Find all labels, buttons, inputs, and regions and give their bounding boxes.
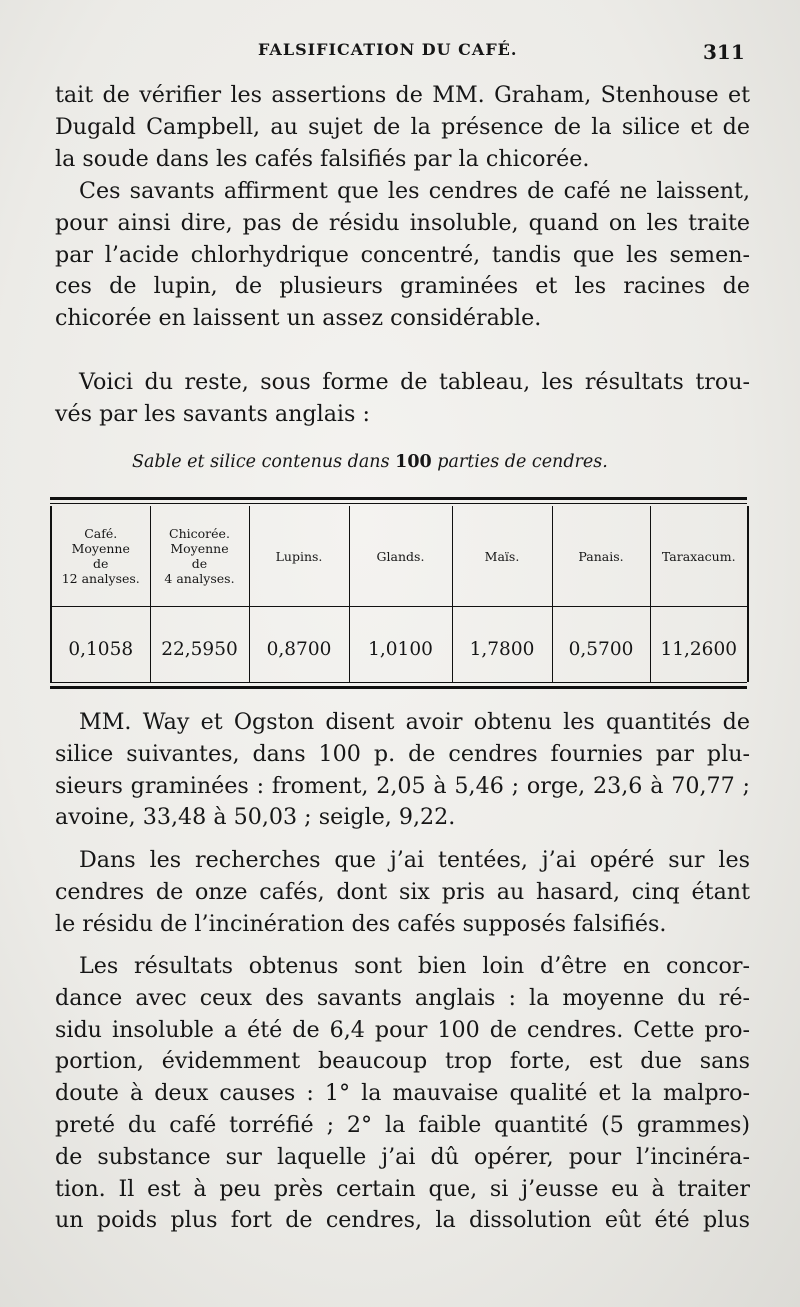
text-line: tait de vérifier les assertions de MM. Graham, Stenhouse et bbox=[55, 82, 750, 108]
text-line: le résidu de l’incinération des cafés supposés falsifiés. bbox=[55, 910, 667, 937]
text-line: chicorée en laissent un assez considérable. bbox=[55, 305, 542, 332]
column-header-taraxacum: Taraxacum. bbox=[650, 506, 748, 607]
text-line: Dans les recherches que j’ai tentées, j’ai opéré sur les bbox=[79, 847, 750, 873]
column-header-lupins: Lupins. bbox=[249, 506, 349, 607]
text-line: dance avec ceux des savants anglais : la moyenne du ré- bbox=[55, 984, 750, 1011]
text-line: Dugald Campbell, au sujet de la présence de la silice et de bbox=[55, 113, 750, 140]
caption-text: parties de cendres. bbox=[437, 452, 608, 472]
text-line: sieurs graminées : froment, 2,05 à 5,46 ; orge, 23,6 à 70,77 ; bbox=[55, 772, 750, 799]
page-number: 311 bbox=[703, 40, 745, 64]
paragraph-continuation bbox=[55, 80, 750, 175]
text-line: Ces savants affirment que les cendres de café ne laissent, bbox=[79, 178, 750, 204]
text-line: pour ainsi dire, pas de résidu insoluble, quand on les traite bbox=[55, 209, 750, 236]
column-header-panais: Panais. bbox=[552, 506, 650, 607]
table-caption bbox=[132, 452, 608, 472]
column-header-glands: Glands. bbox=[349, 506, 452, 607]
column-header-chicoree: Chicorée. Moyenne de 4 analyses. bbox=[150, 506, 249, 607]
text-line: de substance sur laquelle j’ai dû opérer, pour l’incinéra- bbox=[55, 1143, 750, 1170]
paragraph-resultats bbox=[55, 951, 750, 1237]
text-line: la soude dans les cafés falsifiés par la chicorée. bbox=[55, 145, 590, 172]
text-line: portion, évidemment beaucoup trop forte, est due sans bbox=[55, 1048, 750, 1075]
caption-number: 100 bbox=[395, 452, 432, 472]
text-line: un poids plus fort de cendres, la dissolution eût été plus bbox=[55, 1207, 750, 1234]
text-line: silice suivantes, dans 100 p. de cendres fournies par plu- bbox=[55, 740, 750, 767]
column-header-mais: Maïs. bbox=[452, 506, 552, 607]
header-row bbox=[51, 506, 748, 607]
text-line: avoine, 33,48 à 50,03 ; seigle, 9,22. bbox=[55, 804, 456, 831]
data-table bbox=[50, 506, 749, 682]
text-line: Les résultats obtenus sont bien loin d’être en concor- bbox=[79, 953, 750, 979]
text-line: MM. Way et Ogston disent avoir obtenu les quantités de bbox=[79, 709, 750, 735]
text-line: tion. Il est à peu près certain que, si j’eusse eu à traiter bbox=[55, 1175, 750, 1202]
running-header: FALSIFICATION DU CAFÉ. bbox=[258, 40, 518, 59]
paragraph-savants bbox=[55, 176, 750, 335]
paragraph-recherches bbox=[55, 845, 750, 940]
table-cell-lupins: 0,8700 bbox=[249, 618, 349, 682]
caption-text: Sable et silice contenus dans bbox=[132, 452, 390, 472]
text-line: sidu insoluble a été de 6,4 pour 100 de cendres. Cette pro- bbox=[55, 1016, 750, 1043]
paragraph-way-ogston bbox=[55, 707, 750, 834]
table-cell-cafe: 0,1058 bbox=[51, 618, 150, 682]
table-cell-panais: 0,5700 bbox=[552, 618, 650, 682]
text-line: par l’acide chlorhydrique concentré, tandis que les semen- bbox=[55, 241, 750, 268]
paragraph-tableau-intro bbox=[55, 367, 750, 431]
table-cell-glands: 1,0100 bbox=[349, 618, 452, 682]
column-header-cafe: Café. Moyenne de 12 analyses. bbox=[51, 506, 150, 607]
text-line: vés par les savants anglais : bbox=[55, 400, 370, 427]
spacer-row bbox=[51, 607, 748, 618]
value-row bbox=[51, 618, 748, 682]
table-cell-mais: 1,7800 bbox=[452, 618, 552, 682]
text-line: preté du café torréfié ; 2° la faible quantité (5 grammes) bbox=[55, 1111, 750, 1138]
text-line: doute à deux causes : 1° la mauvaise qualité et la malpro- bbox=[55, 1080, 750, 1107]
table-cell-taraxacum: 11,2600 bbox=[650, 618, 748, 682]
text-line: Voici du reste, sous forme de tableau, les résultats trou- bbox=[79, 369, 750, 395]
text-line: ces de lupin, de plusieurs graminées et les racines de bbox=[55, 273, 750, 300]
text-line: cendres de onze cafés, dont six pris au hasard, cinq étant bbox=[55, 878, 750, 905]
silica-table bbox=[50, 497, 747, 689]
table-cell-chicoree: 22,5950 bbox=[150, 618, 249, 682]
